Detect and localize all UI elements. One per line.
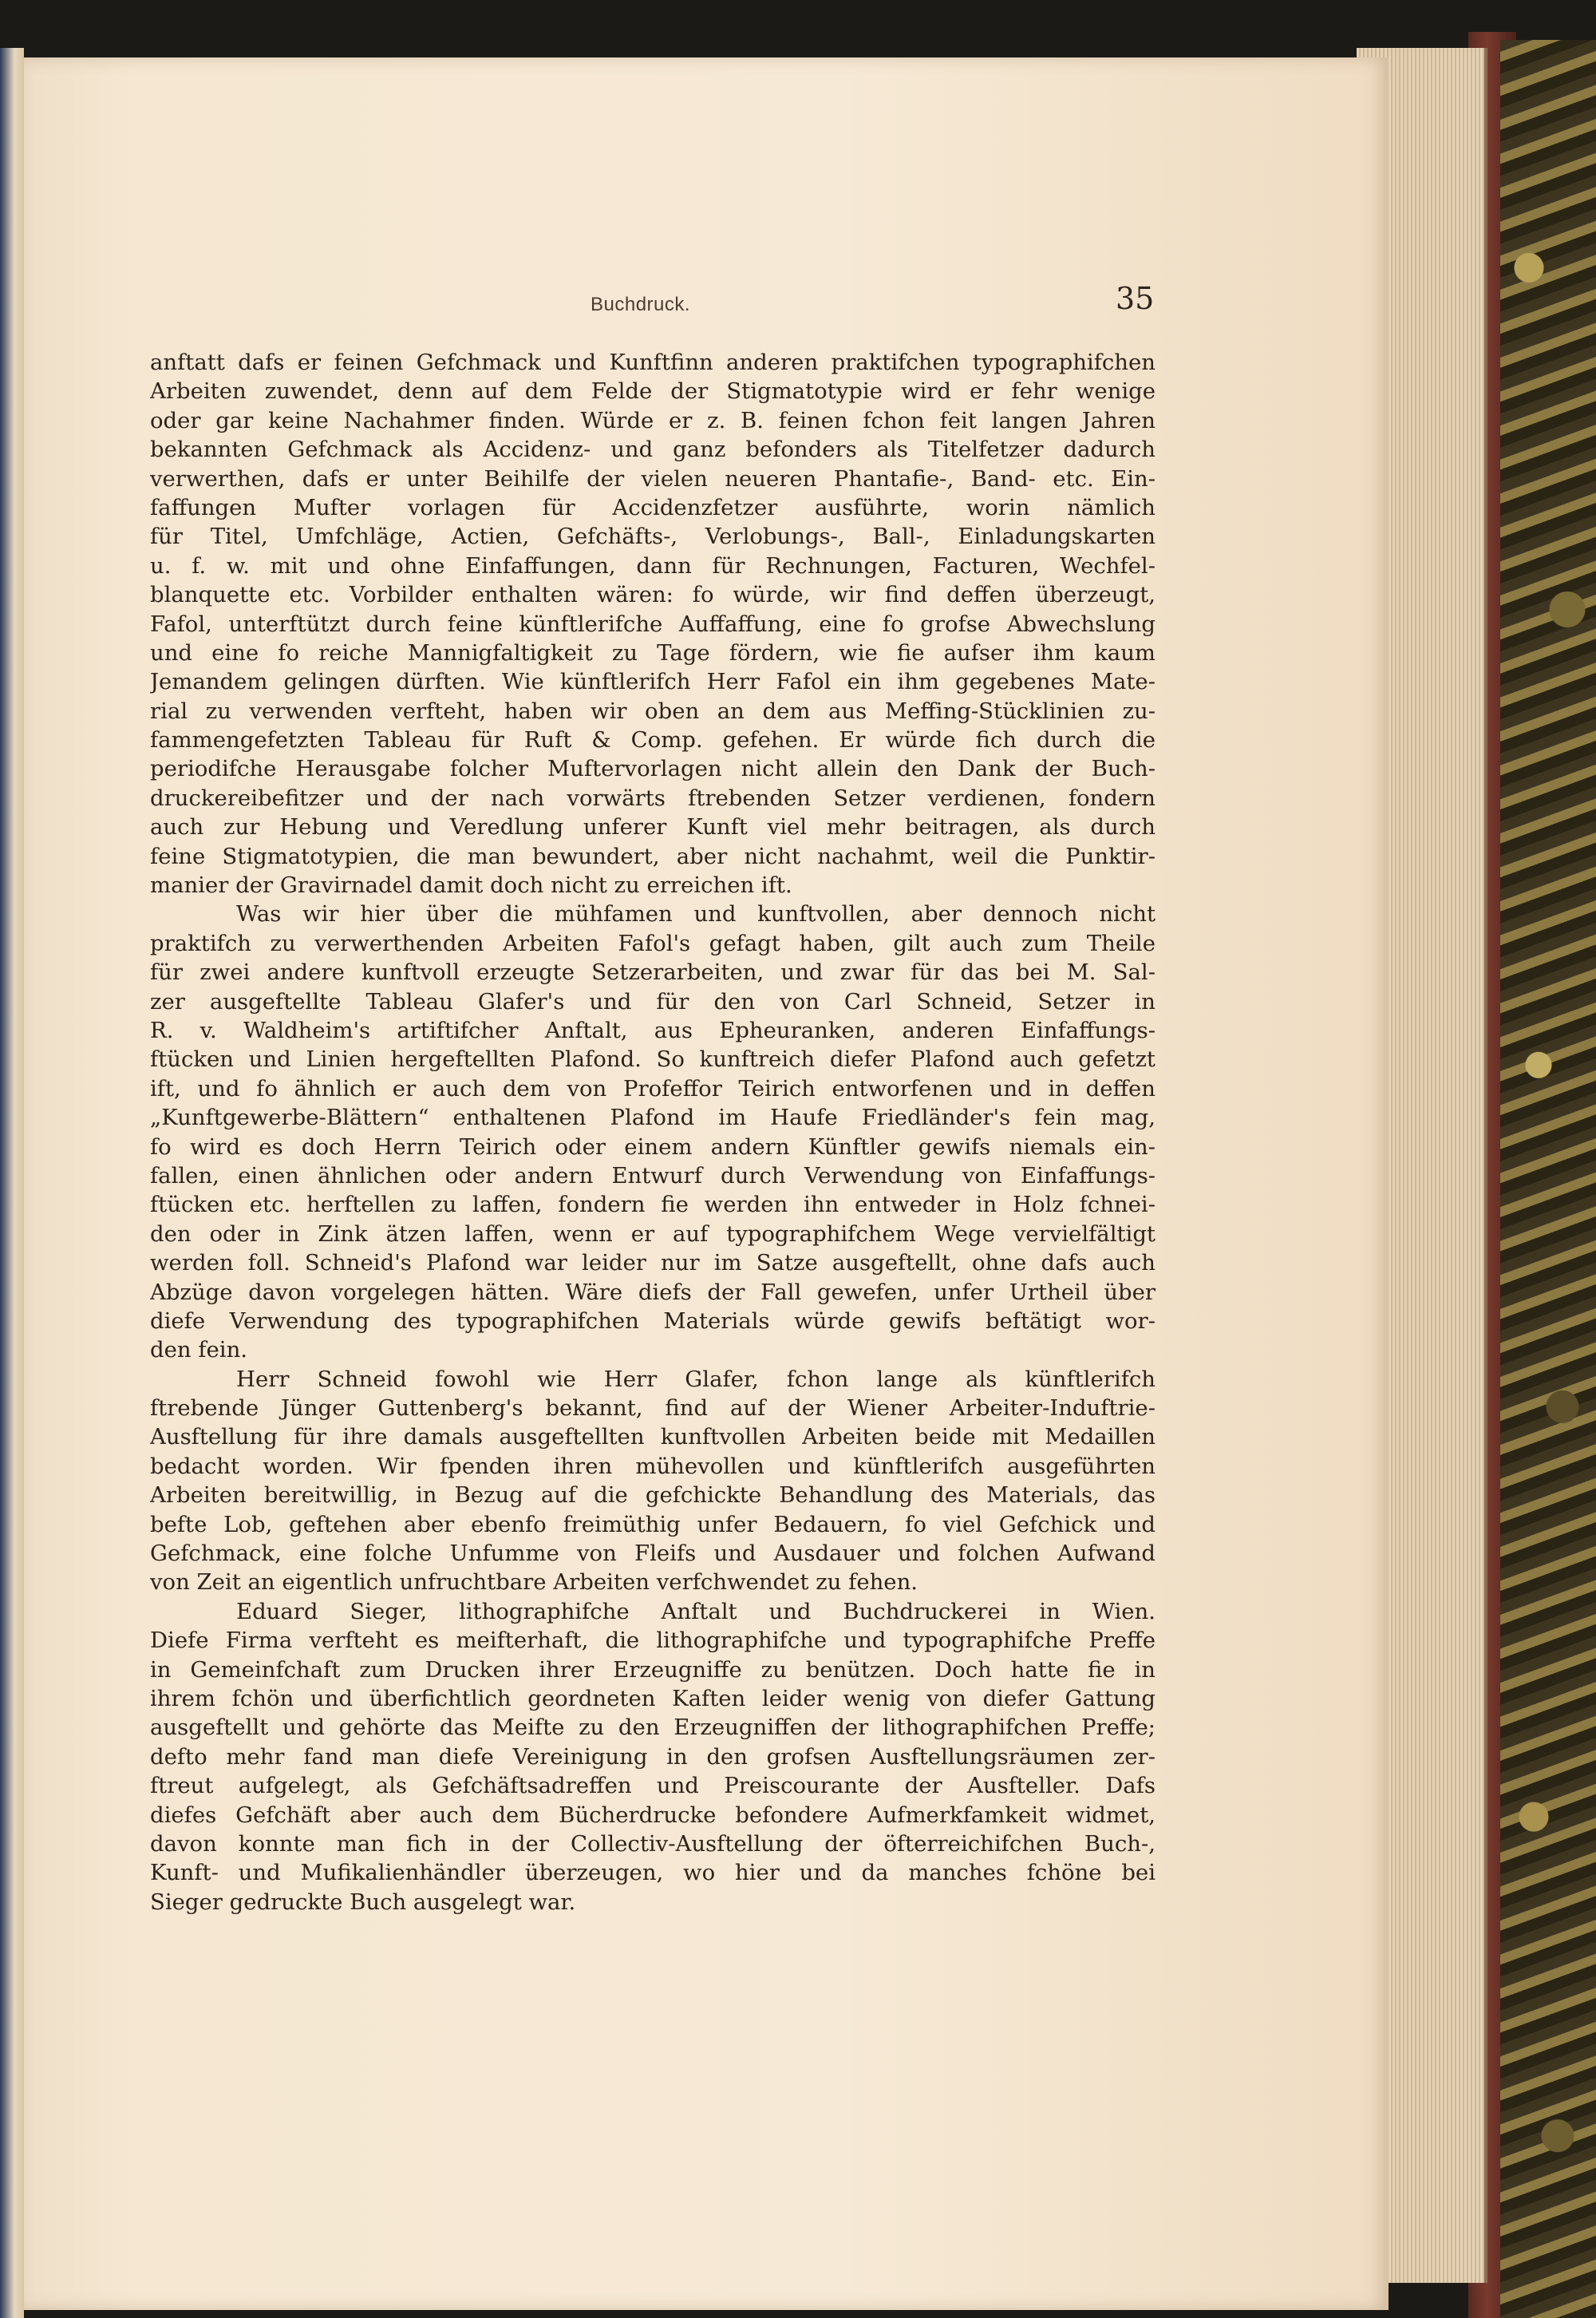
text-line: druckereibefitzer und der nach vorwärts ftrebenden Setzer verdienen, fondern [150,785,1156,811]
text-line: davon konnte man fich in der Collectiv-Ausftellung der öfterreichifchen Buch-, [150,1830,1156,1857]
text-line: fo wird es doch Herrn Teirich oder einem andern Künftler gewifs niemals ein- [150,1133,1156,1160]
text-line: periodifche Herausgabe folcher Muftervorlagen nicht allein den Dank der Buch- [150,756,1156,782]
text-line: ftücken und Linien hergeftellten Plafond. So kunftreich diefer Plafond auch gefetzt [150,1046,1156,1073]
text-line: Eduard Sieger, lithographifche Anftalt und Buchdruckerei in Wien. [236,1598,1156,1624]
text-line: diefe Verwendung des typographifchen Materials würde gewifs beftätigt wor- [150,1307,1156,1334]
text-line: auch zur Hebung und Veredlung unferer Kunft viel mehr beitragen, als durch [150,814,1156,841]
text-line: fallen, einen ähnlichen oder andern Entwurf durch Verwendung von Einfaffungs- [150,1162,1156,1189]
text-line: Arbeiten bereitwillig, in Bezug auf die gefchickte Behandlung des Materials, das [150,1482,1156,1509]
text-line: in Gemeinfchaft zum Drucken ihrer Erzeugniffe zu benützen. Doch hatte fie in [150,1656,1156,1683]
text-line: oder gar keine Nachahmer finden. Würde er z. B. feinen fchon feit langen Jahren [150,407,1156,433]
text-line: Sieger gedruckte Buch ausgelegt war. [150,1889,576,1915]
text-line: zer ausgeftellte Tableau Glafer's und für den von Carl Schneid, Setzer in [150,988,1156,1015]
text-line: manier der Gravirnadel damit doch nicht zu erreichen ift. [150,872,792,899]
text-line: diefes Gefchäft aber auch dem Bücherdrucke befondere Aufmerkfamkeit widmet, [150,1802,1156,1828]
paragraph [150,1597,1156,1917]
text-line: für zwei andere kunftvoll erzeugte Setzerarbeiten, und zwar für das bei M. Sal- [150,959,1156,986]
text-line: Gefchmack, eine folche Unfumme von Fleifs und Ausdauer und folchen Aufwand [150,1541,1156,1567]
text-line: bekannten Gefchmack als Accidenz- und ganz befonders als Titelfetzer dadurch [150,437,1156,463]
text-line: bedacht worden. Wir fpenden ihren mühevollen und künftlerifch ausgeführten [150,1453,1156,1479]
marbled-book-edge [1500,40,1596,2318]
text-line: defto mehr fand man diefe Vereinigung in den grofsen Ausftellungsräumen zer- [150,1743,1156,1770]
text-line: „Kunftgewerbe-Blättern“ enthaltenen Plafond im Haufe Friedländer's fein mag, [150,1105,1156,1131]
text-line: fammengefetzten Tableau für Ruft & Comp. gefehen. Er würde fich durch die [150,727,1156,754]
text-line: Herr Schneid fowohl wie Herr Glafer, fchon lange als künftlerifch [236,1366,1156,1392]
text-line: feine Stigmatotypien, die man bewundert, aber nicht nachahmt, weil die Punktir- [150,843,1156,869]
text-line: Fafol, unterftützt durch feine künftlerifche Auffaffung, eine fo grofse Abwechslung [150,611,1156,637]
text-line: anftatt dafs er feinen Gefchmack und Kunftfinn anderen praktifchen typographifchen [150,350,1156,375]
page-number: 35 [1116,281,1155,316]
text-line: Diefe Firma verfteht es meifterhaft, die lithographifche und typographifche Preffe [150,1628,1156,1654]
text-line: rial zu verwenden verfteht, haben wir oben an dem aus Meffing-Stücklinien zu- [150,698,1156,724]
text-line: ift, und fo ähnlich er auch dem von Profeffor Teirich entworfenen und in deffen [150,1075,1156,1102]
text-line: Ausftellung für ihre damals ausgeftellten kunftvollen Arbeiten beide mit Medaillen [150,1424,1156,1450]
text-line: ihrem fchön und überfichtlich geordneten Kaften leider wenig von diefer Gattung [150,1685,1156,1711]
left-page-edge [0,48,24,2318]
text-line: befte Lob, geftehen aber ebenfo freimüthig unfer Bedauern, fo viel Gefchick und [150,1511,1156,1537]
text-line: u. f. w. mit und ohne Einfaffungen, dann für Rechnungen, Facturen, Wechfel- [150,552,1156,579]
text-line: den oder in Zink ätzen laffen, wenn er auf typographifchem Wege vervielfältigt [150,1220,1156,1247]
text-line: faffungen Mufter vorlagen für Accidenzfetzer ausführte, worin nämlich [150,494,1156,520]
text-line: blanquette etc. Vorbilder enthalten wären: fo würde, wir find deffen überzeugt, [150,582,1156,608]
text-line: Kunft- und Mufikalienhändler überzeugen, wo hier und da manches fchöne bei [150,1860,1156,1886]
text-line: ftreut aufgelegt, als Gefchäftsadreffen und Preiscourante der Ausfteller. Dafs [150,1773,1156,1799]
text-line: ftücken etc. herftellen zu laffen, fondern fie werden ihn entweder in Holz fchnei- [150,1192,1156,1218]
text-line: den fein. [150,1337,248,1363]
text-line: Was wir hier über die mühfamen und kunftvollen, aber dennoch nicht [236,901,1156,928]
paragraph [150,1365,1156,1597]
paragraph [150,900,1156,1364]
text-line: ausgeftellt und gehörte das Meifte zu den Erzeugniffen der lithographifchen Preffe; [150,1715,1156,1741]
text-line: für Titel, Umfchläge, Actien, Gefchäfts-, Verlobungs-, Ball-, Einladungskarten [150,524,1156,550]
text-line: R. v. Waldheim's artiftifcher Anftalt, aus Epheuranken, anderen Einfaffungs- [150,1017,1156,1043]
paragraph [150,348,1156,900]
text-line: und eine fo reiche Mannigfaltigkeit zu Tage fördern, wie fie aufser ihm kaum [150,639,1156,666]
text-line: Jemandem gelingen dürften. Wie künftlerifch Herr Fafol ein ihm gegebenes Mate- [150,669,1156,695]
body-text [150,348,1156,1917]
text-line: werden foll. Schneid's Plafond war leider nur im Satze ausgeftellt, ohne dafs auch [150,1250,1156,1276]
text-line: ftrebende Jünger Guttenberg's bekannt, find auf der Wiener Arbeiter-Induftrie- [150,1395,1156,1422]
text-line: von Zeit an eigentlich unfruchtbare Arbeiten verfchwendet zu fehen. [150,1569,918,1596]
running-head: Buchdruck. [591,294,691,315]
text-line: Arbeiten zuwendet, denn auf dem Felde der Stigmatotypie wird er fehr wenige [150,378,1156,405]
text-line: praktifch zu verwerthenden Arbeiten Fafol's gefagt haben, gilt auch zum Theile [150,930,1156,956]
text-line: verwerthen, dafs er unter Beihilfe der vielen neueren Phantafie-, Band- etc. Ein- [150,465,1156,492]
text-line: Abzüge davon vorgelegen hätten. Wäre diefs der Fall gewefen, unfer Urtheil über [150,1279,1156,1305]
